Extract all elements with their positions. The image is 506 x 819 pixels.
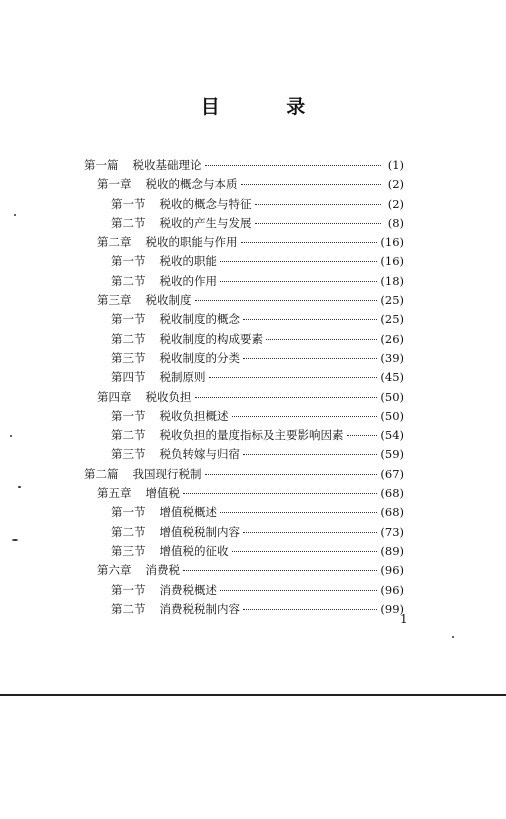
toc-entry bbox=[84, 601, 404, 620]
toc-entry-title: 我国现行税制 bbox=[132, 466, 202, 481]
toc-entry-page: (89) bbox=[380, 543, 404, 558]
dot-leader bbox=[183, 570, 377, 571]
toc-entry bbox=[84, 311, 404, 330]
toc-entry bbox=[84, 273, 404, 292]
toc-entry-number: 第一节 bbox=[111, 312, 146, 327]
toc-entry-title: 税制原则 bbox=[159, 370, 206, 385]
toc-entry-title: 税收制度 bbox=[145, 293, 192, 308]
dot-leader bbox=[232, 551, 378, 552]
toc-entry-title: 税收的职能 bbox=[159, 254, 217, 269]
toc-entry-page: (45) bbox=[380, 370, 404, 385]
dot-leader bbox=[241, 242, 378, 243]
toc-entry-number: 第一节 bbox=[111, 254, 146, 269]
toc-entry-title: 税收制度的分类 bbox=[159, 350, 240, 365]
toc-entry-page: (67) bbox=[380, 466, 404, 481]
dot-leader bbox=[232, 416, 378, 417]
dot-leader bbox=[195, 300, 378, 301]
scan-speck bbox=[12, 539, 18, 541]
toc-entry bbox=[84, 331, 404, 350]
toc-entry-number: 第一节 bbox=[111, 582, 146, 597]
dot-leader bbox=[347, 435, 378, 436]
toc-entry bbox=[84, 234, 404, 253]
dot-leader bbox=[255, 223, 382, 224]
dot-leader bbox=[243, 358, 377, 359]
toc-entry-title: 税负转嫁与归宿 bbox=[159, 447, 240, 462]
toc-entry-number: 第三节 bbox=[111, 447, 146, 462]
dot-leader bbox=[243, 532, 377, 533]
bottom-rule bbox=[0, 694, 506, 696]
toc-entry-number: 第二章 bbox=[97, 235, 132, 250]
toc-entry-title: 消费税税制内容 bbox=[159, 601, 240, 616]
toc-entry bbox=[84, 504, 404, 523]
toc-entry bbox=[84, 196, 404, 215]
toc-entry-title: 消费税概述 bbox=[159, 582, 217, 597]
dot-leader bbox=[205, 474, 378, 475]
toc-entry-title: 税收负担概述 bbox=[159, 408, 229, 423]
toc-entry-number: 第二篇 bbox=[84, 466, 119, 481]
table-of-contents bbox=[84, 157, 404, 620]
toc-entry bbox=[84, 562, 404, 581]
toc-entry-title: 税收负担的量度指标及主要影响因素 bbox=[159, 428, 344, 443]
toc-entry-number: 第二节 bbox=[111, 524, 146, 539]
toc-entry-number: 第二节 bbox=[111, 215, 146, 230]
toc-entry-title: 税收的作用 bbox=[159, 273, 217, 288]
toc-entry-number: 第一节 bbox=[111, 196, 146, 211]
toc-entry-title: 税收制度的构成要素 bbox=[159, 331, 263, 346]
toc-entry-page: (54) bbox=[380, 428, 404, 443]
toc-entry-title: 消费税 bbox=[145, 563, 180, 578]
scan-speck bbox=[14, 214, 16, 216]
toc-entry-number: 第六章 bbox=[97, 563, 132, 578]
toc-entry bbox=[84, 215, 404, 234]
toc-entry-number: 第三节 bbox=[111, 350, 146, 365]
toc-entry bbox=[84, 253, 404, 272]
toc-entry-page: (2) bbox=[387, 196, 404, 211]
dot-leader bbox=[195, 397, 378, 398]
toc-entry bbox=[84, 157, 404, 176]
dot-leader bbox=[243, 319, 377, 320]
toc-entry bbox=[84, 427, 404, 446]
dot-leader bbox=[220, 590, 377, 591]
toc-entry-number: 第五章 bbox=[97, 486, 132, 501]
toc-entry-number: 第三章 bbox=[97, 293, 132, 308]
toc-entry-page: (73) bbox=[380, 524, 404, 539]
page-number: 1 bbox=[400, 612, 408, 626]
page-title: 目 录 bbox=[200, 96, 336, 118]
toc-entry-number: 第三节 bbox=[111, 543, 146, 558]
dot-leader bbox=[241, 184, 382, 185]
toc-entry bbox=[84, 543, 404, 562]
toc-entry bbox=[84, 485, 404, 504]
toc-entry-page: (50) bbox=[380, 389, 404, 404]
toc-entry-title: 税收负担 bbox=[145, 389, 192, 404]
toc-entry bbox=[84, 292, 404, 311]
dot-leader bbox=[220, 512, 377, 513]
toc-entry-page: (16) bbox=[380, 254, 404, 269]
toc-entry bbox=[84, 446, 404, 465]
dot-leader bbox=[220, 261, 377, 262]
toc-entry-title: 税收基础理论 bbox=[132, 158, 202, 172]
dot-leader bbox=[266, 339, 377, 340]
toc-entry-number: 第二节 bbox=[111, 273, 146, 288]
toc-entry-number: 第二节 bbox=[111, 331, 146, 346]
toc-entry-page: (16) bbox=[380, 235, 404, 250]
toc-entry bbox=[84, 176, 404, 195]
dot-leader bbox=[243, 609, 377, 610]
toc-entry-page: (25) bbox=[380, 312, 404, 327]
toc-entry-page: (59) bbox=[380, 447, 404, 462]
toc-entry-title: 税收制度的概念 bbox=[159, 312, 240, 327]
toc-entry-page: (1) bbox=[387, 158, 404, 172]
toc-entry-title: 税收的产生与发展 bbox=[159, 215, 252, 230]
toc-entry bbox=[84, 582, 404, 601]
toc-entry-page: (50) bbox=[380, 408, 404, 423]
scan-speck bbox=[452, 636, 454, 638]
toc-entry-number: 第一章 bbox=[97, 177, 132, 192]
dot-leader bbox=[205, 165, 382, 166]
toc-entry-page: (99) bbox=[380, 601, 404, 616]
dot-leader bbox=[243, 454, 377, 455]
toc-entry-number: 第二节 bbox=[111, 601, 146, 616]
toc-entry-page: (18) bbox=[380, 273, 404, 288]
toc-entry-title: 税收的职能与作用 bbox=[145, 235, 238, 250]
toc-entry bbox=[84, 369, 404, 388]
toc-entry-page: (25) bbox=[380, 293, 404, 308]
toc-entry-number: 第一节 bbox=[111, 505, 146, 520]
dot-leader bbox=[255, 204, 382, 205]
toc-entry-title: 增值税概述 bbox=[159, 505, 217, 520]
toc-entry-number: 第四节 bbox=[111, 370, 146, 385]
toc-entry-page: (2) bbox=[387, 177, 404, 192]
toc-entry-title: 增值税的征收 bbox=[159, 543, 229, 558]
toc-entry-page: (96) bbox=[380, 582, 404, 597]
toc-entry bbox=[84, 408, 404, 427]
scan-speck bbox=[18, 486, 21, 488]
toc-entry-number: 第四章 bbox=[97, 389, 132, 404]
dot-leader bbox=[220, 281, 377, 282]
dot-leader bbox=[183, 493, 377, 494]
toc-entry-page: (68) bbox=[380, 505, 404, 520]
toc-entry-page: (96) bbox=[380, 563, 404, 578]
toc-entry-page: (68) bbox=[380, 486, 404, 501]
toc-entry-title: 增值税 bbox=[145, 486, 180, 501]
toc-entry-page: (8) bbox=[387, 215, 404, 230]
toc-entry-number: 第一节 bbox=[111, 408, 146, 423]
toc-entry-page: (39) bbox=[380, 350, 404, 365]
toc-entry bbox=[84, 466, 404, 485]
toc-entry-number: 第一篇 bbox=[84, 158, 119, 172]
toc-entry-title: 税收的概念与本质 bbox=[145, 177, 238, 192]
toc-entry-title: 税收的概念与特征 bbox=[159, 196, 252, 211]
toc-entry bbox=[84, 524, 404, 543]
toc-entry bbox=[84, 389, 404, 408]
toc-entry bbox=[84, 350, 404, 369]
toc-entry-title: 增值税税制内容 bbox=[159, 524, 240, 539]
toc-entry-page: (26) bbox=[380, 331, 404, 346]
dot-leader bbox=[209, 377, 378, 378]
scan-speck bbox=[10, 435, 12, 437]
toc-entry-number: 第二节 bbox=[111, 428, 146, 443]
